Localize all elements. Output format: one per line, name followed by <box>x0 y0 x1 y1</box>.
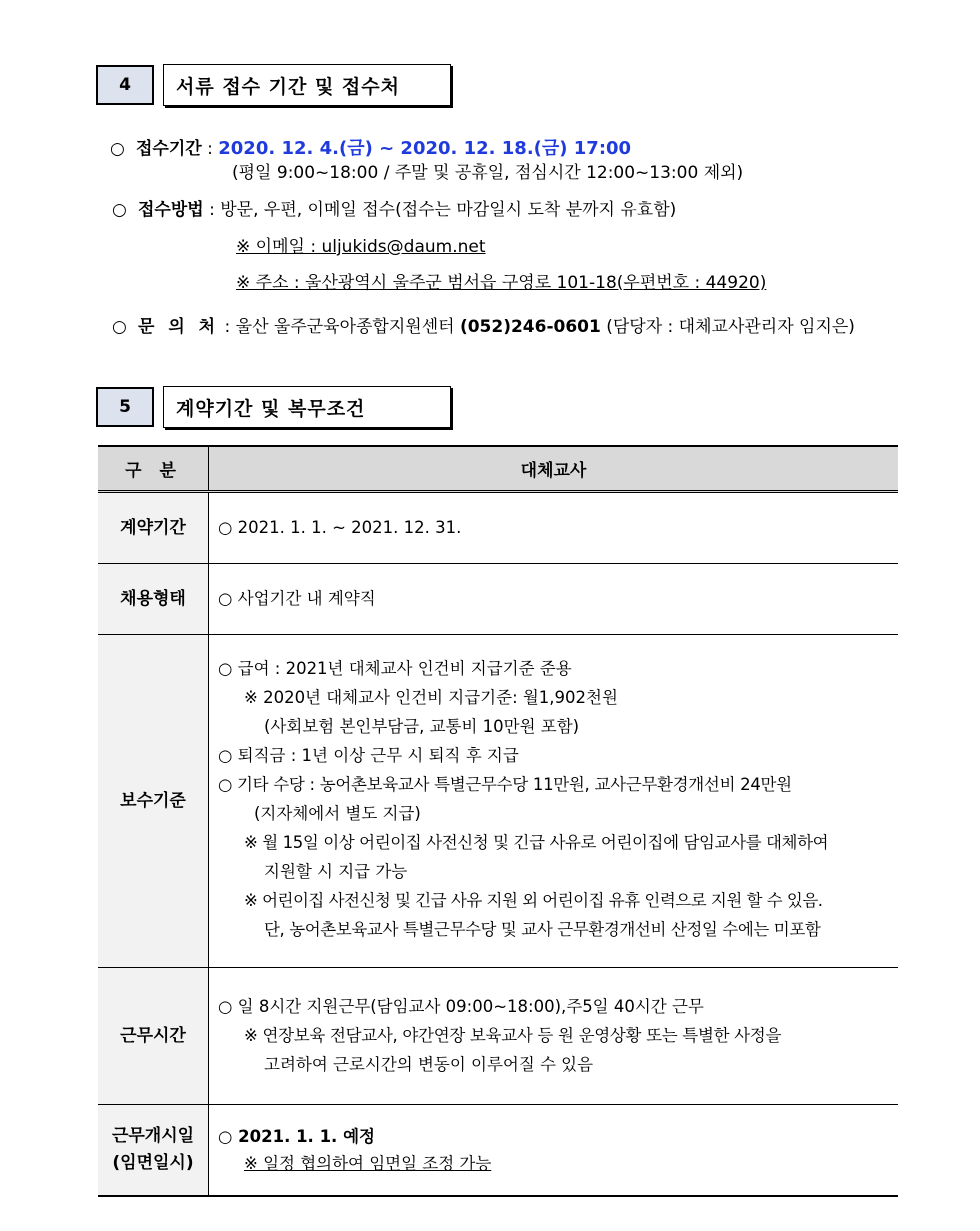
row-content <box>218 584 890 613</box>
content-line: (지자체에서 별도 지급) <box>254 804 421 823</box>
content-line: ※ 2020년 대체교사 인건비 지급기준: 월1,902천원 <box>244 688 618 707</box>
row-divider <box>208 968 209 1104</box>
content-line: ○ 일 8시간 지원근무(담임교사 09:00~18:00),주5일 40시간 근무 <box>218 997 704 1016</box>
row-label-line-2: (임면일시) <box>112 1153 194 1173</box>
bullet: ○ <box>112 317 127 337</box>
row-divider <box>208 564 209 634</box>
method-label: 접수방법 <box>138 200 204 220</box>
row-label: 보수기준 <box>98 635 208 967</box>
row-label: 계약기간 <box>98 493 208 563</box>
table-row-pay-standard <box>98 635 898 968</box>
section-4-number <box>96 65 154 105</box>
row-content <box>218 1123 890 1177</box>
section-4-title-text: 서류 접수 기간 및 접수처 <box>176 75 400 98</box>
contact-suffix: (담당자 : 대체교사관리자 임지은) <box>606 317 855 337</box>
table-row-working-hours <box>98 968 898 1105</box>
content-line: ○ 2021. 1. 1. 예정 <box>218 1127 375 1146</box>
contact-phone: (052)246-0601 <box>459 317 601 337</box>
content-line: ※ 월 15일 이상 어린이집 사전신청 및 긴급 사유로 어린이집에 담임교사를 대체하여 <box>244 833 829 852</box>
colon: : <box>209 200 215 220</box>
content-line: ※ 어린이집 사전신청 및 긴급 사유 지원 외 어린이집 유휴 인력으로 지원 할 수 있음. <box>244 891 823 910</box>
row-label <box>98 1105 208 1195</box>
address-note: ※ 주소 : 울산광역시 울주군 범서읍 구영로 101-18(우편번호 : 44920) <box>236 273 767 293</box>
content-line: ※ 일정 협의하여 임면일 조정 가능 <box>244 1154 492 1173</box>
row-label-line-1: 근무개시일 <box>111 1126 195 1146</box>
email-note: ※ 이메일 : uljukids@daum.net <box>236 237 486 257</box>
row-divider <box>208 1105 209 1195</box>
content-line: ○ 2021. 1. 1. ~ 2021. 12. 31. <box>218 518 462 537</box>
content-line: ○ 사업기간 내 계약직 <box>218 589 376 608</box>
section-5-title-text: 계약기간 및 복무조건 <box>176 397 366 420</box>
row-divider <box>208 493 209 563</box>
content-line: ○ 퇴직금 : 1년 이상 근무 시 퇴직 후 지급 <box>218 746 519 765</box>
period-line <box>110 134 631 160</box>
method-value: 방문, 우편, 이메일 접수(접수는 마감일시 도착 분까지 유효함) <box>220 200 677 220</box>
method-line <box>112 195 676 220</box>
row-divider <box>208 635 209 967</box>
period-value: 2020. 12. 4.(금) ~ 2020. 12. 18.(금) 17:00 <box>218 138 632 159</box>
section-5-number <box>96 387 154 427</box>
colon: : <box>224 317 231 337</box>
content-line: (사회보험 본인부담금, 교통비 10만원 포함) <box>264 717 580 736</box>
content-line: 지원할 시 지급 가능 <box>264 862 408 881</box>
section-4-number-text: 4 <box>119 75 131 95</box>
contact-label: 문 의 처 <box>138 317 220 337</box>
header-substitute-teacher: 대체교사 <box>520 461 587 481</box>
period-note: (평일 9:00~18:00 / 주말 및 공휴일, 점심시간 12:00~13:00 제외) <box>232 163 744 183</box>
row-content <box>218 992 890 1079</box>
content-line: 단, 농어촌보육교사 특별근무수당 및 교사 근무환경개선비 산정일 수에는 미포함 <box>264 920 821 939</box>
content-line: ○ 기타 수당 : 농어촌보육교사 특별근무수당 11만원, 교사근무환경개선비 24만원 <box>218 775 792 794</box>
row-label: 채용형태 <box>98 564 208 634</box>
content-line: 고려하여 근로시간의 변동이 이루어질 수 있음 <box>264 1055 594 1074</box>
table-row-contract-period <box>98 493 898 564</box>
bullet: ○ <box>110 139 125 159</box>
period-label: 접수기간 <box>136 139 202 159</box>
table-row-employment-type <box>98 564 898 635</box>
table-row-start-date <box>98 1105 898 1197</box>
row-label: 근무시간 <box>98 968 208 1104</box>
content-line: ○ 급여 : 2021년 대체교사 인건비 지급기준 준용 <box>218 659 572 678</box>
contact-prefix: 울산 울주군육아종합지원센터 <box>235 317 455 337</box>
content-line: ※ 연장보육 전담교사, 야간연장 보육교사 등 원 운영상황 또는 특별한 사정을 <box>244 1026 782 1045</box>
row-content <box>218 654 890 944</box>
contact-line <box>112 312 855 337</box>
table-header <box>98 445 898 493</box>
colon: : <box>207 139 213 159</box>
section-4-title <box>163 64 451 106</box>
section-5-title <box>163 386 451 428</box>
bullet: ○ <box>112 200 127 220</box>
header-category: 구 분 <box>125 461 182 481</box>
section-5-number-text: 5 <box>119 397 131 417</box>
row-content <box>218 513 890 542</box>
